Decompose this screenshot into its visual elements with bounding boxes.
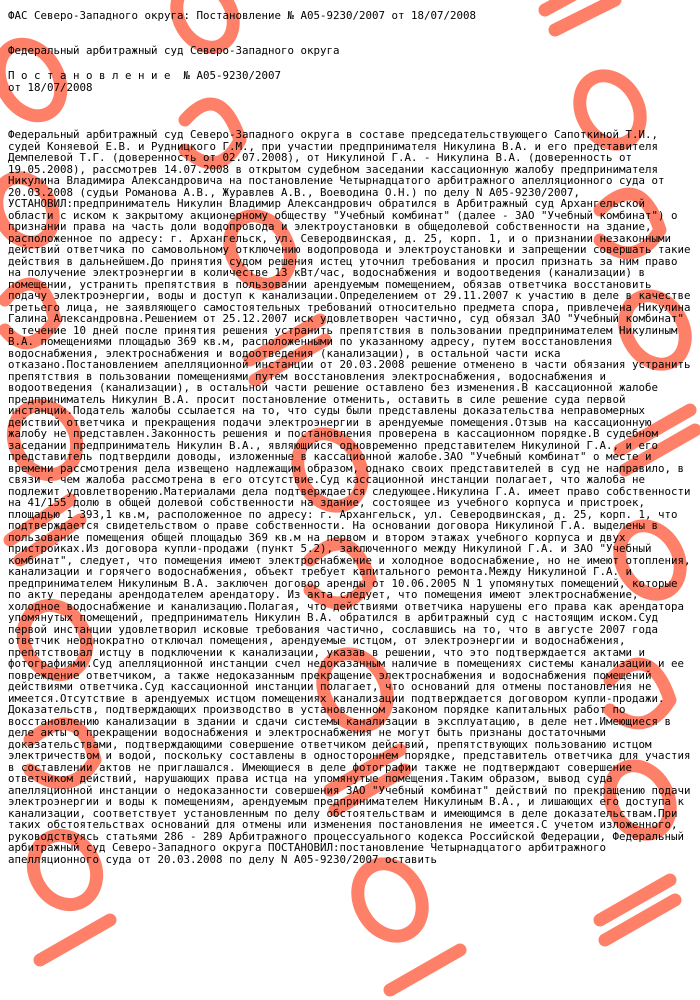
document-header: ФАС Северо-Западного округа: Постановление № А05-9230/2007 от 18/07/2008 (8, 9, 477, 22)
court-name: Федеральный арбитражный суд Северо-Западного округа (8, 44, 340, 57)
document-date: от 18/07/2008 (8, 81, 93, 94)
document-title: П о с т а н о в л е н и е № А05-9230/2007 (8, 69, 282, 82)
document-body: Федеральный арбитражный суд Северо-Западного округа в составе председательствующего Сапоткиной Т.И., судей Коняевой Е.В. и Рудницкого Г.М., при участии предпринимателя Никулина В.А. и его представителя Демпелевой Т.Г. (доверенность от 02.07.2008), от Никулиной Г.А. - Никулина В.А. (доверенность от 19.05.2008), рассмотрев 14.07.2008 в открытом судебном заседании кассационную жалобу предпринимателя Никулина Владимира Александровича на постановление Четырнадцатого арбитражного апелляционного суда от 20.03.2008 (судьи Романова А.В., Журавлев А.В., Воеводина О.Н.) по делу N А05-9230/2007, УСТАНОВИЛ:предприниматель Никулин Владимир Александрович обратился в Арбитражный суд Архангельской области с иском к закрытому акционерному обществу "Учебный комбинат" (далее - ЗАО "Учебный комбинат") о признании права на часть доли водопровода и электроустановки в общедолевой собственности на здание, расположенное по адресу: г. Архангельск, ул. Северодвинская, д. 25, корп. 1, и о признании незаконными действий ответчика по самовольному отключению водопровода и электроустановки и запрещении совершать такие действия в дальнейшем.До принятия судом решения истец уточнил требования и просил признать за ним право на получение электроэнергии в количестве 13 кВт/час, водоснабжения и водоотведения (канализации) в помещении, устранить препятствия в пользовании арендуемым помещением, обязав ответчика восстановить подачу электроэнергии, воды и доступ к канализации.Определением от 29.11.2007 к участию в деле в качестве третьего лица, не заявляющего самостоятельных требований относительно предмета спора, привлечена Никулина Галина Александровна.Решением от 25.12.2007 иск удовлетворен частично, суд обязал ЗАО "Учебный комбинат" в течение 10 дней после принятия решения устранить препятствия в пользовании предпринимателем Никулиным В.А. помещениями площадью 369 кв.м, расположенными по указанному адресу, путем восстановления водоснабжения, электроснабжения и водоотведения (канализации), в остальной части иска отказано.Постановлением апелляционной инстанции от 20.03.2008 решение отменено в части обязания устранить препятствия в пользовании помещениями путем восстановления электроснабжения, водоснабжения и водоотведения (канализации), в остальной части решение оставлено без изменения.В кассационной жалобе предприниматель Никулин В.А. просит постановление отменить, оставить в силе решение суда первой инстанции.Податель жалобы ссылается на то, что суды были представлены доказательства неправомерных действий ответчика и прекращения подачи электроэнергии в арендуемые помещения.Отзыв на кассационную жалобу не представлен.Законность решения и постановления проверена в кассационном порядке.В судебном заседании предприниматель Никулин В.А., являющийся одновременно представителем Никулиной Г.А., и его представитель подтвердили доводы, изложенные в кассационной жалобе.ЗАО "Учебный комбинат" о месте и времени рассмотрения дела извещено надлежащим образом, однако своих представителей в суд не направило, в связи с чем жалоба рассмотрена в его отсутствие.Суд кассационной инстанции полагает, что жалоба не подлежит удовлетворению.Материалами дела подтверждается следующее.Никулина Г.А. имеет право собственности на 41/155 долю в общей долевой собственности на здание, состоящее из учебного корпуса и пристроек, площадью 1 393,1 кв.м, расположенное по адресу: г. Архангельск, ул. Северодвинская, д. 25, корп. 1, что подтверждается свидетельством о праве собственности. На основании договора Никулиной Г.А. выделены в пользование помещения общей площадью 369 кв.м на первом и втором этажах учебного корпуса и двух пристройках.Из договора купли-продажи (пункт 5.2), заключенного между Никулиной Г.А. и ЗАО "Учебный комбинат", следует, что помещения имеют электроснабжение и холодное водоснабжение, но не имеют отопления, канализации и горячего водоснабжения, объект требует капитального ремонта.Между Никулиной Г.А. и предпринимателем Никулиным В.А. заключен договор аренды от 10.06.2005 N 1 упомянутых помещений, которые по акту переданы арендодателем арендатору. Из акта следует, что помещения имеют электроснабжение, холодное водоснабжение и канализацию.Полагая, что действиями ответчика нарушены его права как арендатора упомянутых помещений, предприниматель Никулин В.А. обратился в арбитражный суд с настоящим иском.Суд первой инстанции удовлетворил исковые требования частично, сославшись на то, что в августе 2007 года ответчик неоднократно отключал помещения, арендуемые истцом, от электроэнергии и водоснабжения, препятствовал истцу в подключении к канализации, указав в решении, что это подтверждается актами и фотографиями.Суд апелляционной инстанции счел недоказанным наличие в помещениях системы канализации и ее повреждение ответчиком, а также недоказанным прекращение электроснабжения и водоснабжения помещений действиями ответчика.Суд кассационной инстанции полагает, что оснований для отмены постановления не имеется.Отсутствие в арендуемых истцом помещениях канализации подтверждается договором купли-продажи. Доказательств, подтверждающих производство в установленном законом порядке капитальных работ по восстановлению канализации в здании и сдачи системы канализации в эксплуатацию, в деле нет.Имеющиеся в деле акты о прекращении водоснабжения и электроснабжения не могут быть признаны достаточными доказательствами, подтверждающими совершение ответчиком действий, препятствующих пользованию истцом электричеством и водой, поскольку составлены в одностороннем порядке, представитель ответчика для участия в составлении актов не приглашался. Имеющиеся в деле фотографии также не подтверждают совершение ответчиком действий, нарушающих права истца на упомянутые помещения.Таким образом, вывод суда апелляционной инстанции о недоказанности совершения ЗАО "Учебный комбинат" действий по прекращению подачи электроэнергии и воды к помещениям, арендуемым предпринимателем Никулиным В.А., и лишающих его доступа к канализации, соответствует установленным по делу обстоятельствам и имеющимся в деле доказательствам.При таких обстоятельствах оснований для отмены или изменения постановления не имеется.С учетом изложенного, руководствуясь статьями 286 - 289 Арбитражного процессуального кодекса Российской Федерации, Федеральный арбитражный суд Северо-Западного округа ПОСТАНОВИЛ:постановление Четырнадцатого арбитражного апелляционного суда от 20.03.2008 по делу N А05-9230/2007 оставить (8, 128, 691, 866)
